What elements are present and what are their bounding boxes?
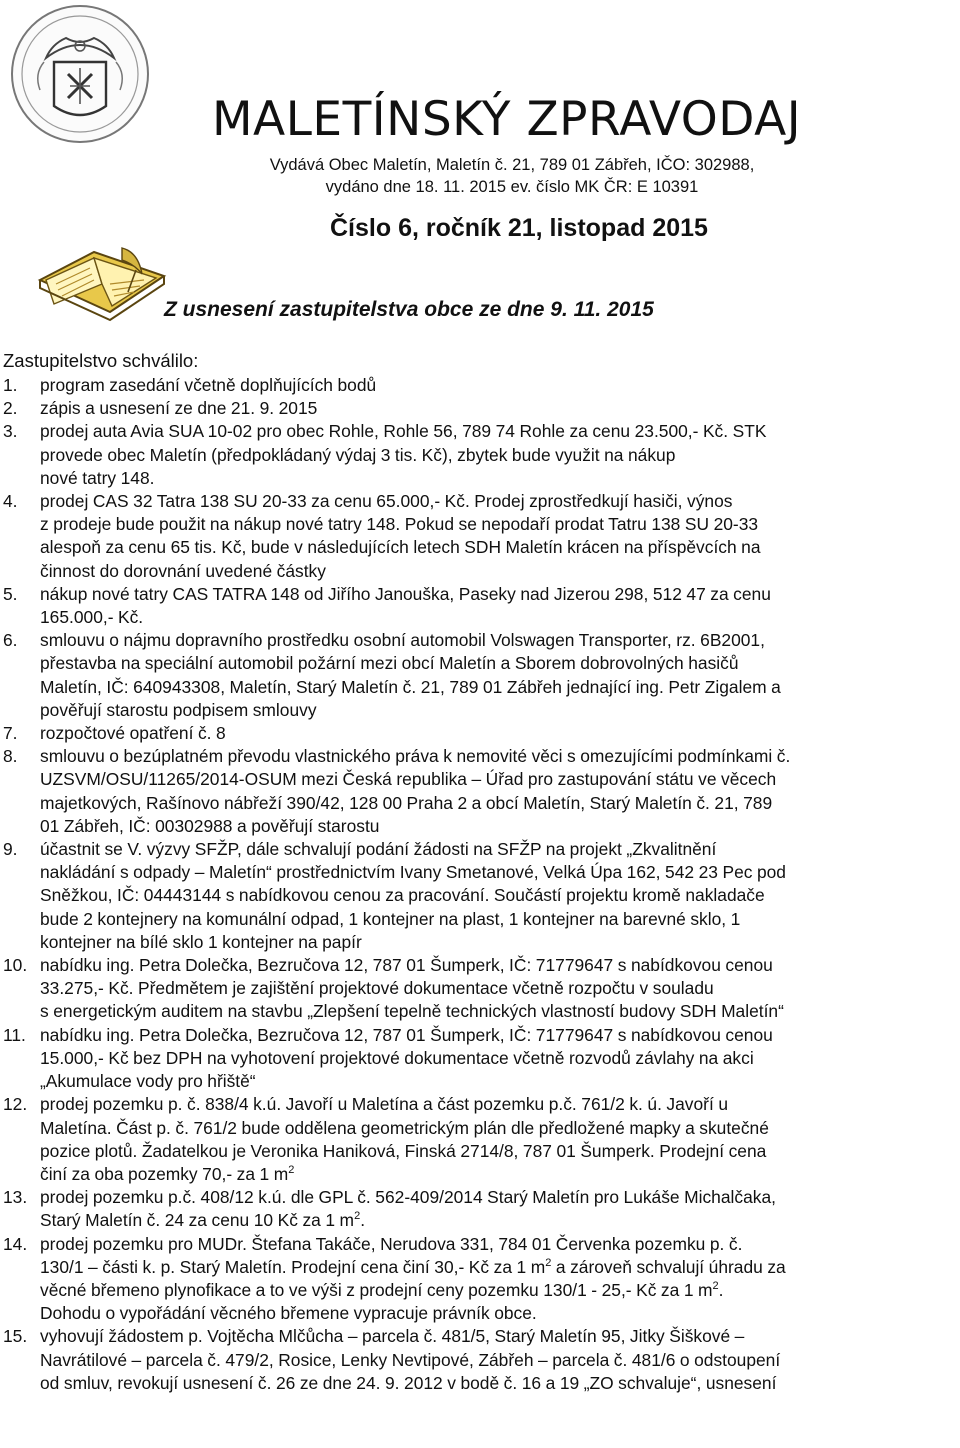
resolution-item [3,583,959,629]
resolution-item [3,397,959,420]
issue-number: Číslo 6, ročník 21, listopad 2015 [330,214,708,242]
item-text: zápis a usnesení ze dne 21. 9. 2015 [40,398,318,419]
resolution-item [3,954,959,1024]
item-number: 14. [3,1233,28,1254]
item-text: smlouvu o nájmu dopravního prostředku osobní automobil Volswagen Transporter, rz. 6B2001, přestavba na speciální automobil požární mezi obcí Maletín a Sborem dobrovolných hasičů Maletín, IČ: 640943308, Maletín, Starý Maletín č. 21, 789 01 Zábřeh jednající ing. Petr Zigalem a pověřují starostu podpisem smlouvy [40,630,781,720]
item-text: nabídku ing. Petra Dolečka, Bezručova 12, 787 01 Šumperk, IČ: 71779647 s nabídkovou cenou 15.000,- Kč bez DPH na vyhotovení projektové dokumentace včetně rozvodů závlahy na akci „Akumulace vody pro hřiště“ [40,1024,773,1092]
item-number: 2. [3,398,18,419]
item-text: prodej pozemku p. č. 838/4 k.ú. Javoří u Maletína a část pozemku p.č. 761/2 k. ú. Javoří u Maletína. Část p. č. 761/2 bude oddělena geometrickým plán dle předložené mapky a skutečné pozice plotů. Žadatelkou je Veronika Haniková, Finská 2714/8, 787 01 Šumperk. Prodejní cena činí za oba pozemky 70,- za 1 $m^2$ [40,1094,769,1184]
resolution-item [3,490,959,583]
resolution-item [3,745,959,838]
resolution-item [3,838,959,954]
resolution-item [3,1024,959,1094]
resolution-item [3,1093,959,1186]
item-number: 6. [3,630,18,651]
item-number: 9. [3,839,18,860]
resolution-item [3,1325,959,1395]
item-number: 7. [3,723,18,744]
approved-heading: Zastupitelstvo schválilo: [3,350,199,371]
resolution-item [3,374,959,397]
publication-date: vydáno dne 18. 11. 2015 ev. číslo MK ČR: E 10391 [325,178,699,196]
item-text: prodej auta Avia SUA 10-02 pro obec Rohle, Rohle 56, 789 74 Rohle za cenu 23.500,- Kč. STK provede obec Maletín (předpokládaný výdaj 3 tis. Kč), zbytek bude využit na nákup nové tatry 148. [40,421,767,488]
item-text: nabídku ing. Petra Dolečka, Bezručova 12, 787 01 Šumperk, IČ: 71779647 s nabídkovou cenou 33.275,- Kč. Předmětem je zajištění projektové dokumentace včetně rozpočtu v souladu s energetickým auditem na stavbu „Zlepšení tepelně technických vlastností budovy SDH Maletín“ [40,955,784,1022]
item-text: program zasedání včetně doplňujících bodů [40,375,377,395]
item-number: 3. [3,421,18,442]
item-number: 15. [3,1326,28,1347]
resolution-item [3,1186,959,1232]
masthead-title: MALETÍNSKÝ ZPRAVODAJ [212,92,802,147]
resolution-item [3,629,959,722]
item-number: 4. [3,491,18,512]
resolution-item [3,722,959,745]
section-title: Z usnesení zastupitelstva obce ze dne 9. 11. 2015 [164,298,654,321]
publisher-info: Vydává Obec Maletín, Maletín č. 21, 789 01 Zábřeh, IČO: 302988, [269,156,755,174]
item-number: 8. [3,746,18,767]
item-text: rozpočtové opatření č. 8 [40,723,226,744]
resolution-list [3,374,959,1395]
item-text: smlouvu o bezúplatném převodu vlastnického práva k nemovité věci s omezujícími podmínkami č. UZSVM/OSU/11265/2014-OSUM mezi Česká republika – Úřad pro zastupování státu ve věcech majetkových, Rašínovo nábřeží 390/42, 128 00 Praha 2 a obcí Maletín, Starý Maletín č. 21, 789 01 Zábřeh, IČ: 00302988 a pověřují starostu [40,746,791,836]
item-text: prodej pozemku pro MUDr. Štefana Takáče, Nerudova 331, 784 01 Červenka pozemku p. č. 130/1 – části k. p. Starý Maletín. Prodejní cena činí 30,- Kč za 1 $m^2$ a zároveň schvalují úhradu za věcné břemeno plynofikace a to ve výši z prodejní ceny pozemku 130/1 - 25,- Kč za 1 $m^2$. Dohodu o vypořádání věcného břemene vypracuje právník obce. [40,1233,786,1324]
open-book-icon [36,240,168,322]
item-number: 13. [3,1187,28,1208]
item-number: 12. [3,1094,28,1115]
item-text: prodej pozemku p.č. 408/12 k.ú. dle GPL č. 562-409/2014 Starý Maletín pro Lukáše Michalčaka, Starý Maletín č. 24 za cenu 10 Kč za 1 $m^2$. [40,1187,776,1231]
item-text: nákup nové tatry CAS TATRA 148 od Jiřího Janouška, Paseky nad Jizerou 298, 512 47 za cenu 165.000,- Kč. [40,583,771,628]
item-text: prodej CAS 32 Tatra 138 SU 20-33 za cenu 65.000,- Kč. Prodej zprostředkují hasiči, výnos z prodeje bude použit na nákup nové tatry 148. Pokud se nepodaří prodat Tatru 138 SU 20-33 alespoň za cenu 65 tis. Kč, bude v následujících letech SDH Maletín krácen na příspěvcích na činnost do dorovnání uvedené částky [40,491,761,581]
resolution-item [3,420,959,490]
item-text: vyhovují žádostem p. Vojtěcha Mlčůcha – parcela č. 481/5, Starý Maletín 95, Jitky Šiškové – Navrátilové – parcela č. 479/2, Rosice, Lenky Nevtipové, Zábřeh – parcela č. 481/6 o odstoupení od smluv, revokují usnesení č. 26 ze dne 24. 9. 2012 v bodě č. 16 a 19 „ZO schvaluje“, usnesení [40,1326,781,1393]
resolution-item [3,1233,959,1326]
item-number: 11. [3,1024,26,1045]
item-text: účastnit se V. výzvy SFŽP, dále schvalují podání žádosti na SFŽP na projekt „Zkvalitnění nakládání s odpady – Maletín“ prostřednictvím Ivany Smetanové, Velká Úpa 162, 542 23 Pec pod Sněžkou, IČ: 04443144 s nabídkovou cenou za pracování. Součástí projektu kromě nakladače bude 2 kontejnery na komunální odpad, 1 kontejner na plast, 1 kontejner na barevné sklo, 1 kontejner na bílé sklo 1 kontejner na papír [40,839,786,952]
item-number: 5. [3,583,18,604]
item-number: 1. [3,375,18,395]
municipal-seal-icon [6,2,154,150]
item-number: 10. [3,955,28,976]
